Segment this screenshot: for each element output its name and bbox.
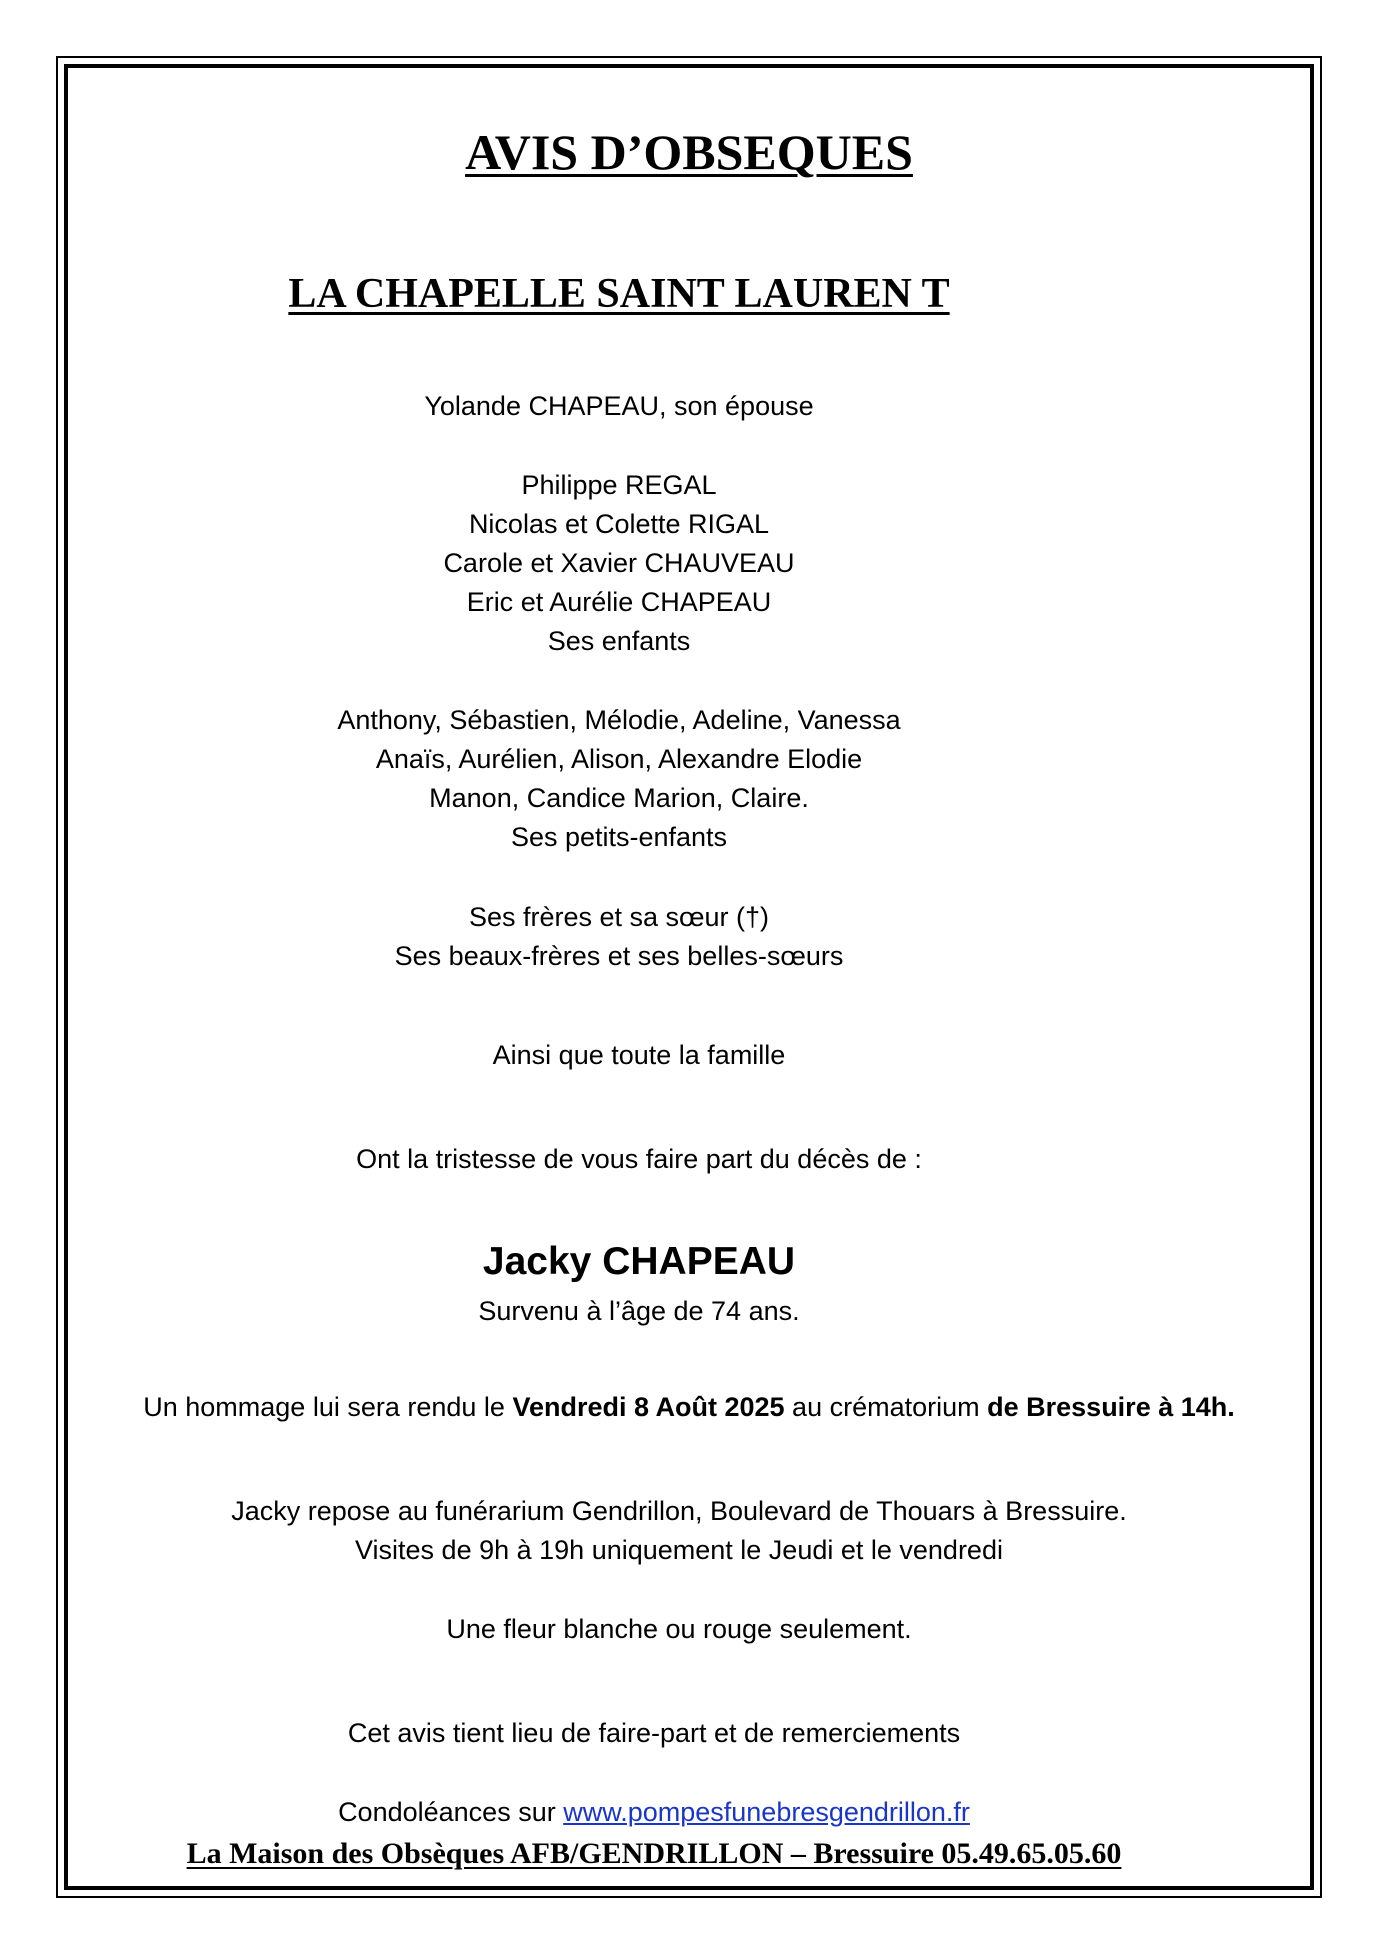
in-laws-line: Ses beaux-frères et ses belles-sœurs (394, 941, 844, 971)
grandchildren-line: Anaïs, Aurélien, Alison, Alexandre Elodie (375, 744, 863, 774)
grandchildren-line: Manon, Candice Marion, Claire. (429, 783, 809, 813)
ceremony-text: au crématorium (784, 1392, 988, 1422)
announcement-intro: Ont la tristesse de vous faire part du décès de : (356, 1144, 922, 1174)
location-heading (64, 268, 1174, 320)
condolences-label: Condoléances sur (338, 1797, 564, 1827)
visitation-hours: Visites de 9h à 19h uniquement le Jeudi et le vendredi (355, 1535, 1003, 1565)
condolences-link[interactable]: www.pompesfunebresgendrillon.fr (563, 1797, 970, 1827)
grandchildren-label: Ses petits-enfants (510, 822, 728, 852)
condolences-line (64, 1795, 1244, 1829)
ceremony-text: Un hommage lui sera rendu le (143, 1392, 513, 1422)
location-text: LA CHAPELLE SAINT LAUREN T (288, 271, 950, 317)
age-line: Survenu à l’âge de 74 ans. (478, 1296, 800, 1326)
flowers-line: Une fleur blanche ou rouge seulement. (446, 1614, 912, 1644)
ceremony-line (64, 1390, 1314, 1424)
child-line: Philippe REGAL (521, 470, 717, 500)
notice-line: Cet avis tient lieu de faire-part et de remerciements (347, 1718, 961, 1748)
siblings-line: Ses frères et sa sœur (†) (468, 902, 770, 932)
deceased-name: Jacky CHAPEAU (482, 1240, 796, 1283)
extended-family-line: Ainsi que toute la famille (492, 1040, 786, 1070)
children-label: Ses enfants (547, 626, 691, 656)
ceremony-place-time: de Bressuire à 14h. (987, 1392, 1235, 1422)
child-line: Nicolas et Colette RIGAL (468, 509, 770, 539)
visitation-line: Jacky repose au funérarium Gendrillon, Boulevard de Thouars à Bressuire. (231, 1496, 1127, 1526)
child-line: Carole et Xavier CHAUVEAU (443, 548, 795, 578)
child-line: Eric et Aurélie CHAPEAU (466, 587, 772, 617)
spouse-line: Yolande CHAPEAU, son épouse (424, 391, 814, 421)
grandchildren-line: Anthony, Sébastien, Mélodie, Adeline, Vanessa (337, 705, 901, 735)
ceremony-date: Vendredi 8 Août 2025 (512, 1392, 785, 1422)
notice-title: AVIS D’OBSEQUES (465, 124, 913, 180)
funeral-home-footer: La Maison des Obsèques AFB/GENDRILLON – Bressuire 05.49.65.05.60 (186, 1837, 1122, 1870)
